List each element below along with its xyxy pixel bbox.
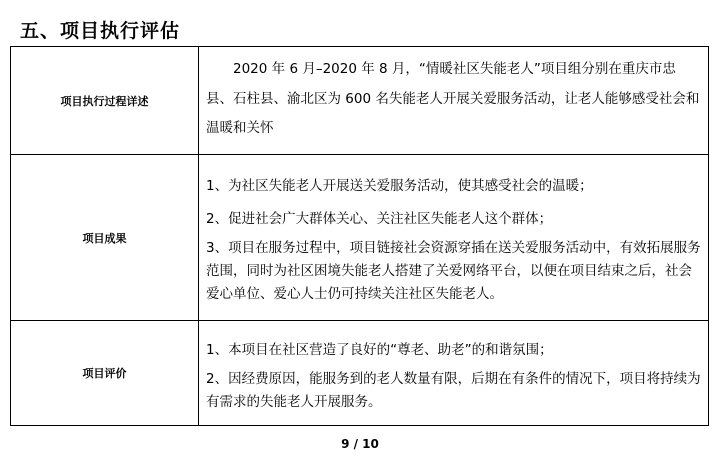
row-label-evaluation: 项目评价	[11, 321, 199, 426]
results-item-1: 1、为社区失能老人开展送关爱服务活动，使其感受社会的温暖；	[206, 177, 593, 194]
table-row	[11, 47, 709, 155]
row-content-evaluation	[199, 321, 709, 426]
section-title: 五、项目执行评估	[20, 20, 181, 42]
table-row	[11, 155, 709, 321]
evaluation-item-2: 2、因经费原因，能服务到的老人数量有限，后期在有条件的情况下，项目将持续为有需求的失能老人开展服务。	[206, 370, 701, 410]
row-label-process: 项目执行过程详述	[11, 47, 199, 155]
results-item-3: 3、项目在服务过程中，项目链接社会资源穿插在送关爱服务活动中，有效拓展服务范围，同时为社区困境失能老人搭建了关爱网络平台，以便在项目结束之后，社会爱心单位、爱心人士仍可持续关注社区失能老人。	[206, 239, 701, 302]
results-item-2: 2、促进社会广大群体关心、关注社区失能老人这个群体；	[206, 211, 553, 227]
page-number: 9 / 10	[341, 437, 379, 451]
evaluation-table	[10, 46, 709, 426]
row-content-process	[199, 47, 709, 155]
row-content-results	[199, 155, 709, 321]
process-paragraph: 2020 年 6 月–2020 年 8 月，“情暖社区失能老人”项目组分别在重庆市忠县、石柱县、渝北区为 600 名失能老人开展关爱服务活动，让老人能够感受社会和温暖和关怀	[206, 61, 700, 136]
row-label-results: 项目成果	[11, 155, 199, 321]
evaluation-item-1: 1、本项目在社区营造了良好的“尊老、助老”的和谐氛围；	[206, 341, 553, 358]
table-row	[11, 321, 709, 426]
